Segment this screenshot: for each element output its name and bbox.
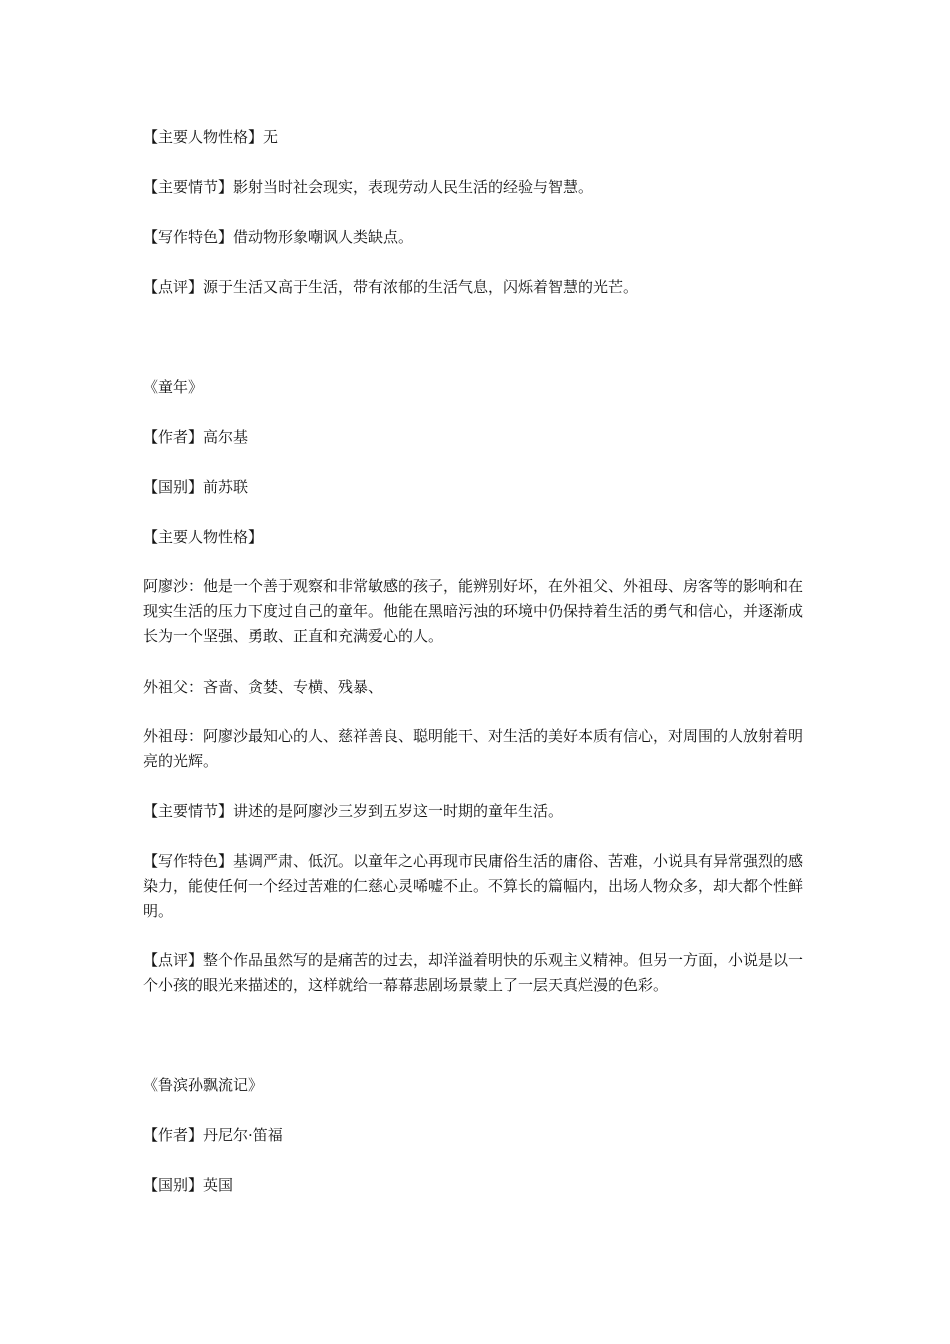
paragraph-commentary-childhood: 【点评】整个作品虽然写的是痛苦的过去，却洋溢着明快的乐观主义精神。但另一方面，小说是以一个小孩的眼光来描述的，这样就给一幕幕悲剧场景蒙上了一层天真烂漫的色彩。 [143, 951, 804, 994]
paragraph-author: 【作者】高尔基 [143, 428, 249, 446]
paragraph-grandmother: 外祖母：阿廖沙最知心的人、慈祥善良、聪明能干、对生活的美好本质有信心，对周围的人放射着明亮的光辉。 [143, 727, 804, 770]
paragraph-main-plot: 【主要情节】影射当时社会现实，表现劳动人民生活的经验与智慧。 [143, 178, 594, 196]
paragraph-main-characters: 【主要人物性格】 [143, 528, 264, 546]
paragraph-alyosha: 阿廖沙：他是一个善于观察和非常敏感的孩子，能辨别好坏，在外祖父、外祖母、房客等的影响和在现实生活的压力下度过自己的童年。他能在黑暗污浊的环境中仍保持着生活的勇气和信心，并逐渐成长为一个坚强、勇敢、正直和充满爱心的人。 [143, 577, 804, 645]
paragraph-grandfather: 外祖父：吝啬、贪婪、专横、残暴、 [143, 678, 384, 696]
paragraph-writing-features: 【写作特色】借动物形象嘲讽人类缺点。 [143, 228, 414, 246]
book-title-childhood: 《童年》 [143, 378, 204, 396]
paragraph-country: 【国别】前苏联 [143, 478, 249, 496]
paragraph-writing-features-childhood: 【写作特色】基调严肃、低沉。以童年之心再现市民庸俗生活的庸俗、苦难，小说具有异常强烈的感染力，能使任何一个经过苦难的仁慈心灵唏嘘不止。不算长的篇幅内，出场人物众多，却大都个性鲜明。 [143, 852, 804, 920]
paragraph-main-plot-childhood: 【主要情节】讲述的是阿廖沙三岁到五岁这一时期的童年生活。 [143, 802, 564, 820]
book-title-robinson: 《鲁滨孙飘流记》 [143, 1076, 264, 1094]
paragraph-country-robinson: 【国别】英国 [143, 1176, 234, 1194]
paragraph-commentary: 【点评】源于生活又高于生活，带有浓郁的生活气息，闪烁着智慧的光芒。 [143, 278, 639, 296]
paragraph-author-robinson: 【作者】丹尼尔·笛福 [143, 1126, 283, 1144]
paragraph-main-characters-none: 【主要人物性格】无 [143, 128, 279, 146]
